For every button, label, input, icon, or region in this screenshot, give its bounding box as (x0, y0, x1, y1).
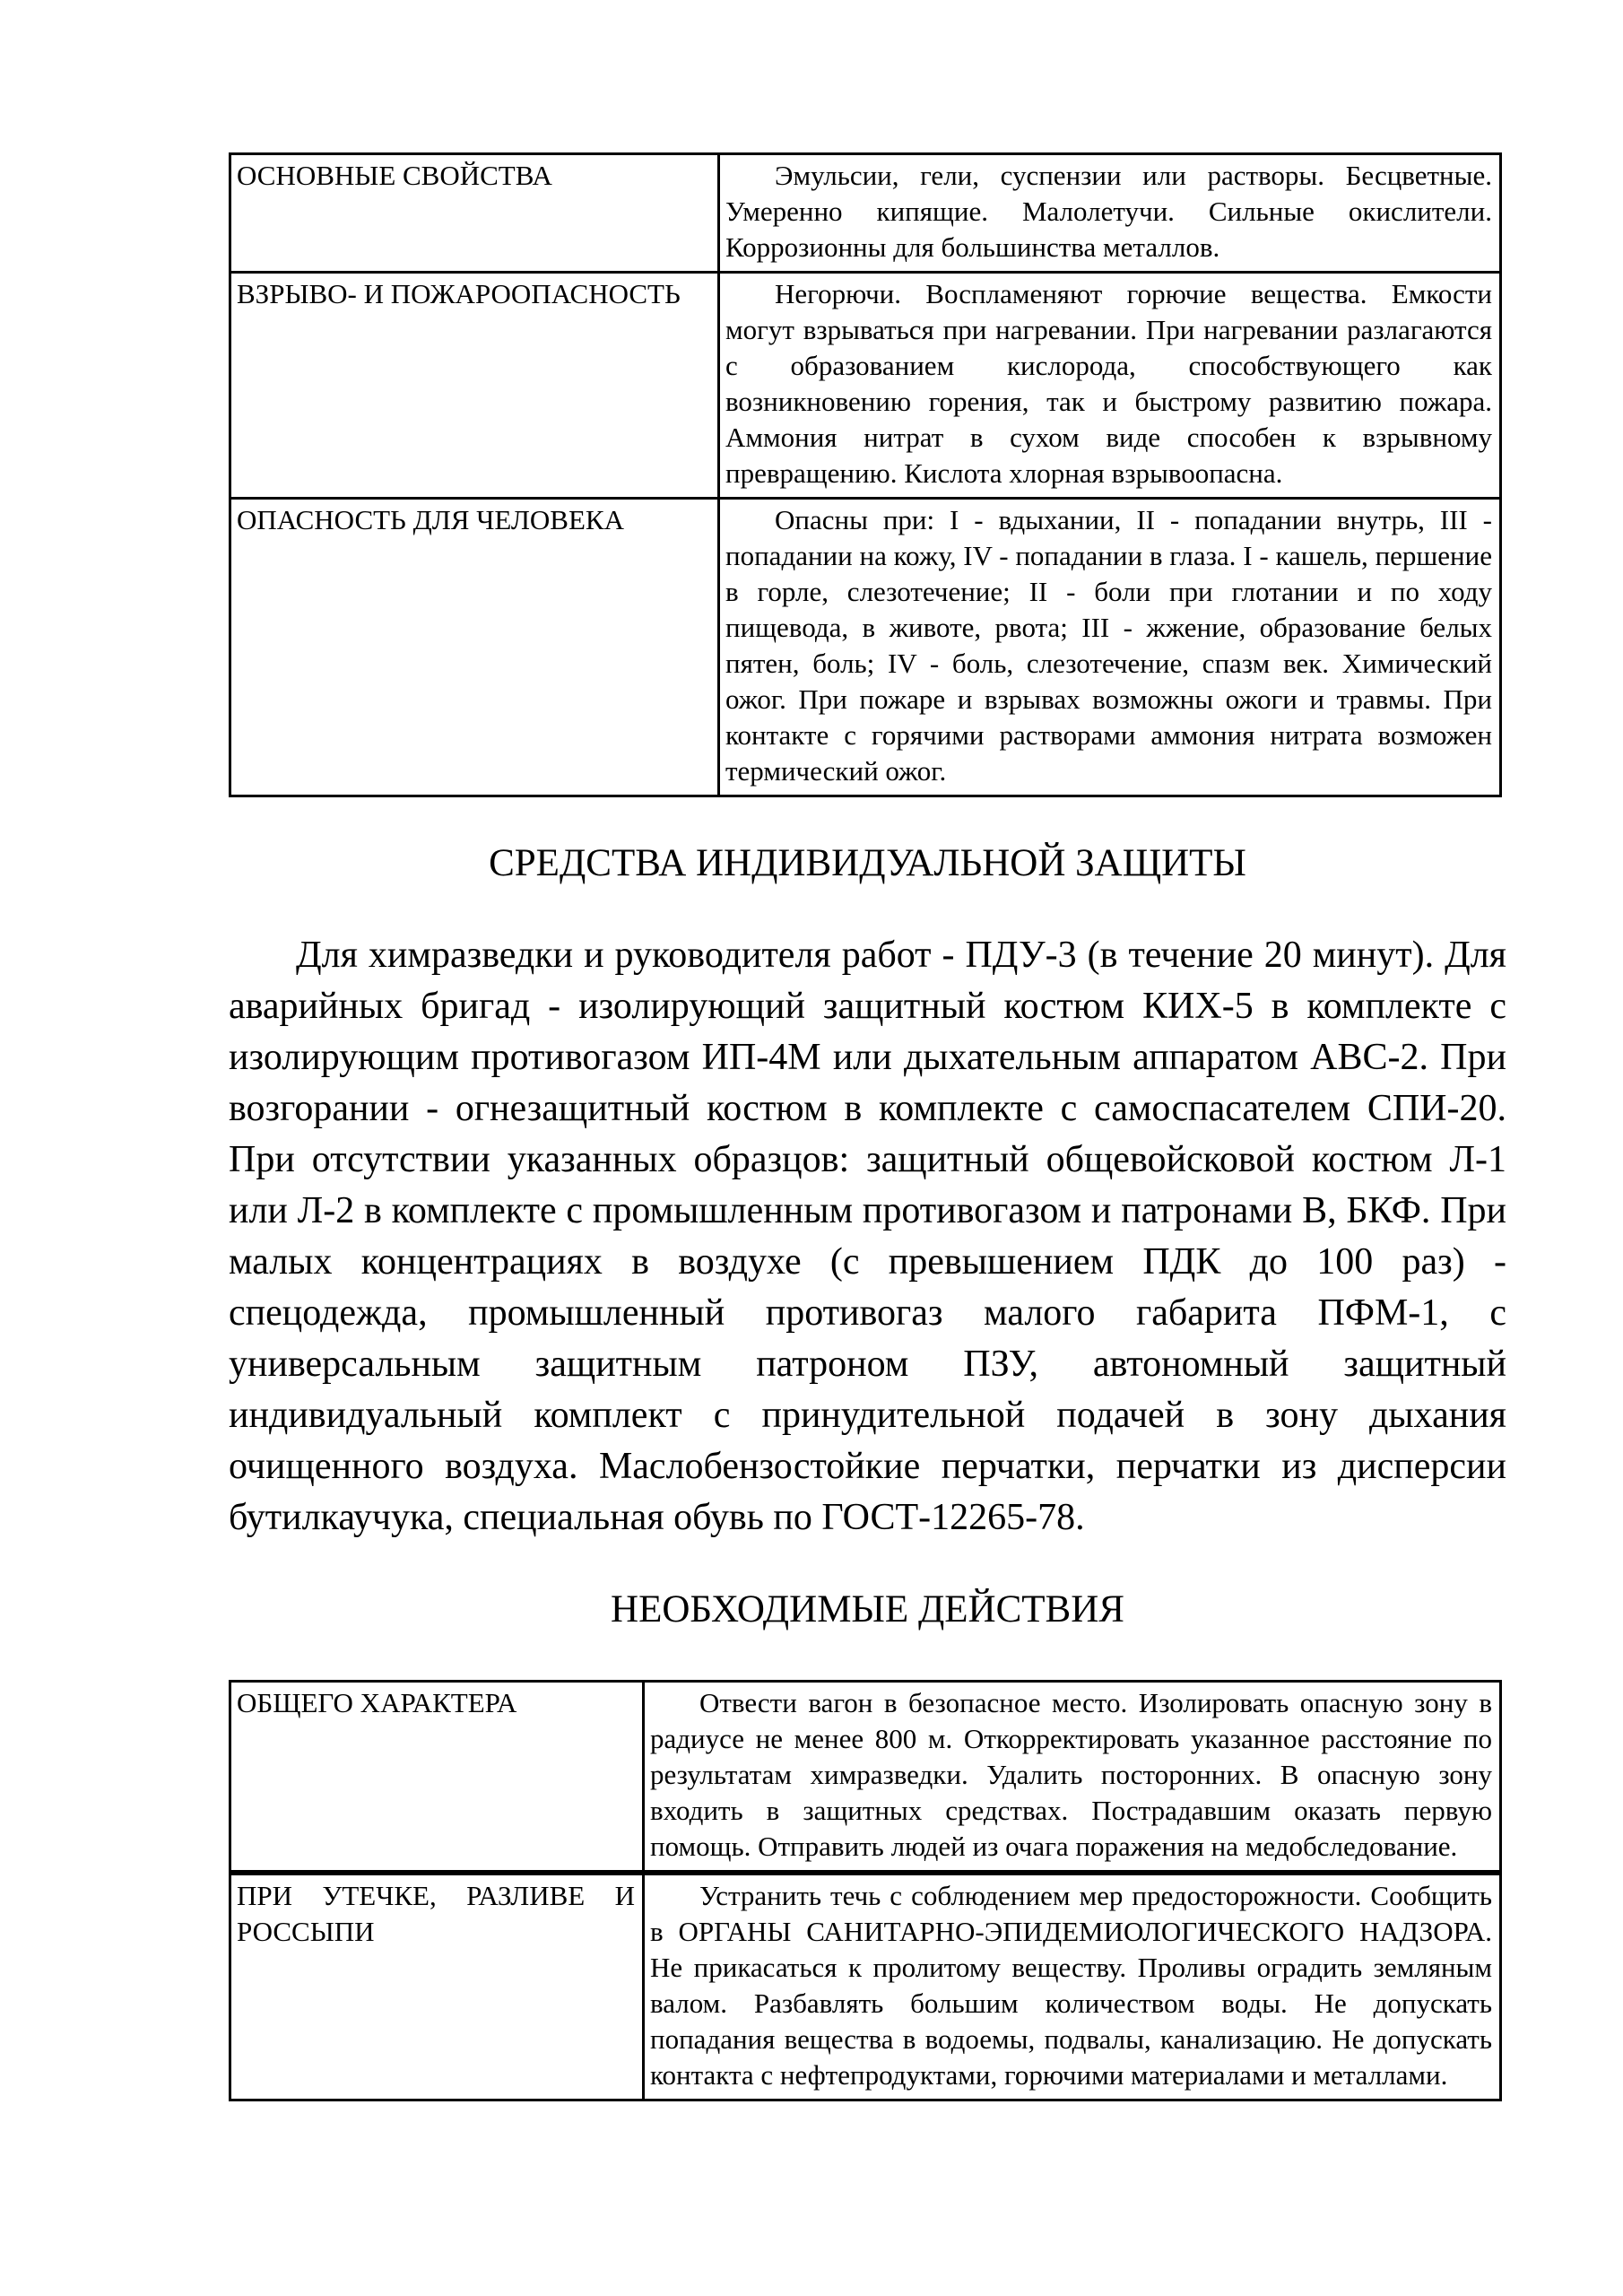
row-text-cell: Эмульсии, гели, суспензии или растворы. Бесцветные. Умеренно кипящие. Малолетучи. Сильные окислители. Коррозионны для большинства металлов. (719, 154, 1501, 273)
row-label-cell: ОПАСНОСТЬ ДЛЯ ЧЕЛОВЕКА (230, 499, 719, 796)
row-label-cell: ОБЩЕГО ХАРАКТЕРА (230, 1682, 644, 1874)
section-heading-required-actions: НЕОБХОДИМЫЕ ДЕЙСТВИЯ (611, 1588, 1124, 1631)
actions-table (229, 1680, 1502, 2101)
row-text-cell: Устранить течь с соблюдением мер предосторожности. Сообщить в ОРГАНЫ САНИТАРНО-ЭПИДЕМИОЛОГИЧЕСКОГО НАДЗОРА. Не прикасаться к пролитому веществу. Проливы оградить земляным валом. Разбавлять большим количеством воды. Не допускать попадания вещества в водоемы, подвалы, канализацию. Не допускать контакта с нефтепродуктами, горючими материалами и металлами. (644, 1873, 1501, 2100)
table-row-human-danger (230, 499, 1501, 796)
row-text-cell: Опасны при: I - вдыхании, II - попадании внутрь, III - попадании на кожу, IV - попадании в глаза. I - кашель, першение в горле, слезотечение; II - боли при глотании и по ходу пищевода, в животе, рвота; III - жжение, образование белых пятен, боль; IV - боль, слезотечение, спазм век. Химический ожог. При пожаре и взрывах возможны ожоги и травмы. При контакте с горячими растворами аммония нитрата возможен термический ожог. (719, 499, 1501, 796)
table-row-main-properties (230, 154, 1501, 273)
protective-equipment-paragraph: Для химразведки и руководителя работ - ПДУ-3 (в течение 20 минут). Для аварийных бригад - изолирующий защитный костюм КИХ-5 в комплекте с изолирующим противогазом ИП-4М или дыхательным аппаратом АВС-2. При возгорании - огнезащитный костюм в комплекте с самоспасателем СПИ-20. При отсутствии указанных образцов: защитный общевойсковой костюм Л-1 или Л-2 в комплекте с промышленным противогазом и патронами В, БКФ. При малых концентрациях в воздухе (с превышением ПДК до 100 раз) - спецодежда, промышленный противогаз малого габарита ПФМ-1, с универсальным защитным патроном ПЗУ, автономный защитный индивидуальный комплект с принудительной подачей в зону дыхания очищенного воздуха. Маслобензостойкие перчатки, перчатки из дисперсии бутилкаучука, специальная обувь по ГОСТ-12265-78. (229, 935, 1506, 1538)
row-label-cell: ПРИ УТЕЧКЕ, РАЗЛИВЕ И РОССЫПИ (230, 1873, 644, 2100)
row-text-cell: Негорючи. Воспламеняют горючие вещества. Емкости могут взрываться при нагревании. При нагревании разлагаются с образованием кислорода, способствующего как возникновению горения, так и быстрому развитию пожара. Аммония нитрат в сухом виде способен к взрывному превращению. Кислота хлорная взрывоопасна. (719, 273, 1501, 499)
table-row-general-actions (230, 1682, 1501, 1874)
page-content (229, 0, 1506, 2101)
row-label-cell: ОСНОВНЫЕ СВОЙСТВА (230, 154, 719, 273)
table-row-explosion-fire-hazard (230, 273, 1501, 499)
row-text-cell: Отвести вагон в безопасное место. Изолировать опасную зону в радиусе не менее 800 м. Откорректировать указанное расстояние по результатам химразведки. Удалить посторонних. В опасную зону входить в защитных средствах. Пострадавшим оказать первую помощь. Отправить людей из очага поражения на медобследование. (644, 1682, 1501, 1874)
section-heading-protective-equipment: СРЕДСТВА ИНДИВИДУАЛЬНОЙ ЗАЩИТЫ (489, 842, 1246, 884)
properties-table (229, 152, 1502, 797)
row-label-cell: ВЗРЫВО- И ПОЖАРООПАСНОСТЬ (230, 273, 719, 499)
table-row-leak-spill-actions (230, 1873, 1501, 2100)
